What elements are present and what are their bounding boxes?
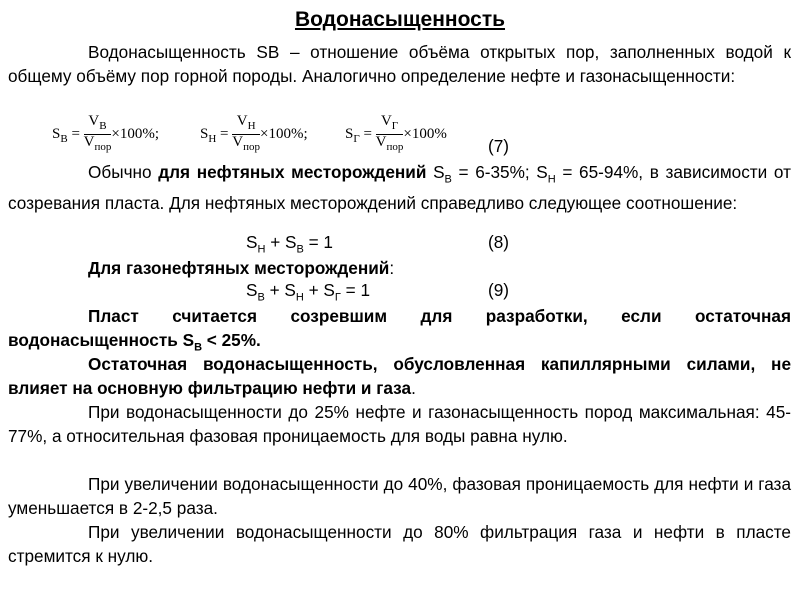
residual-saturation-paragraph: Остаточная водонасыщенность, обусловленная капиллярными силами, не влияет на основную фильтрацию нефти и газа.: [8, 354, 791, 398]
formula-water-saturation: $S_В$ = $\frac{V_В}{V_{пор}}$ ×100%;: [52, 113, 160, 153]
formula-gas-saturation: $S_Г$ = $\frac{V_Г}{V_{пор}}$ ×100%: [345, 113, 447, 153]
mature-reservoir-paragraph: Пласт считается созревшим для разработки, если остаточная водонасыщенность $S_В < 25\%$.: [8, 306, 791, 354]
equation-number-7: (7): [488, 136, 510, 156]
saturation-40-paragraph: При увеличении водонасыщенности до 40%, фазовая проницаемость для нефти и газа уменьшается в 2-2,5 раза.: [8, 474, 791, 518]
equation-9: $S_В + S_Н + S_Г = 1$: [246, 280, 371, 304]
formula-oil-saturation: $S_Н$ = $\frac{V_Н}{V_{пор}}$ ×100%;: [200, 113, 308, 153]
equation-number-9: (9): [488, 280, 510, 300]
intro-paragraph: Водонасыщенность SB – отношение объёма открытых пор, заполненных водой к общему объёму пор горной породы. Аналогично определение нефте и газонасыщенности:: [8, 42, 791, 86]
gas-oil-fields-heading: Для газонефтяных месторождений:: [88, 258, 395, 278]
oil-fields-paragraph: Обычно для нефтяных месторождений $S_В = 6-35\%$; $S_Н = 65-94\%$, в зависимости от созревания пласта. Для нефтяных месторождений справедливо следующее соотношение:: [8, 162, 791, 214]
saturation-80-paragraph: При увеличении водонасыщенности до 80% фильтрация газа и нефти в пласте стремится к нулю.: [8, 522, 791, 566]
page-title: Водонасыщенность: [294, 8, 506, 31]
saturation-25-paragraph: При водонасыщенности до 25% нефте и газонасыщенность пород максимальная: 45-77%, а относительная фазовая проницаемость для воды равна нулю.: [8, 402, 791, 446]
equation-8: $S_Н + S_В = 1$: [246, 232, 333, 256]
equation-number-8: (8): [488, 232, 510, 252]
